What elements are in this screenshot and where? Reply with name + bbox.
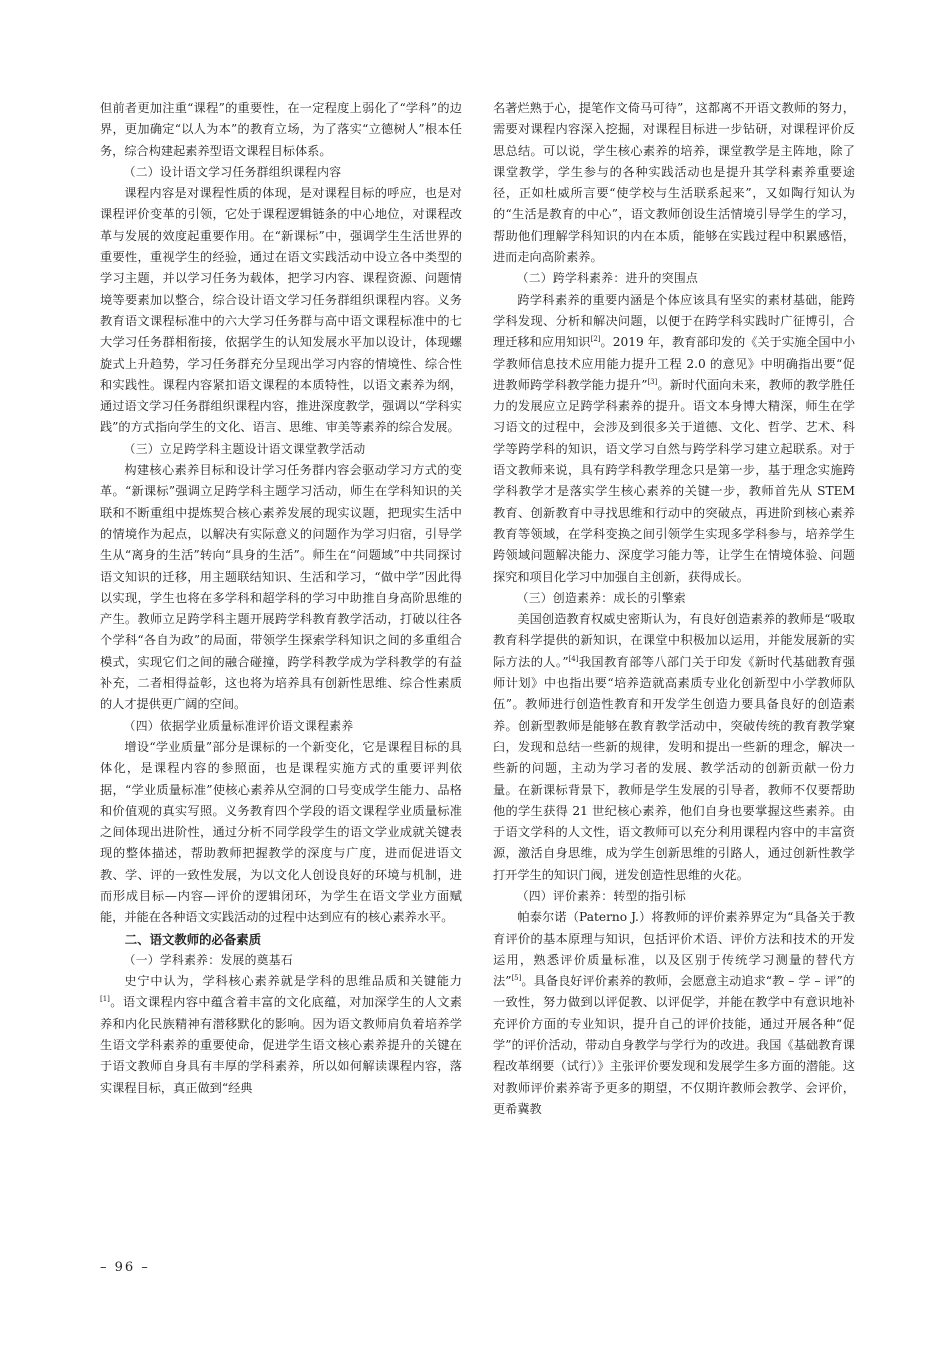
citation-ref: [2] — [590, 335, 601, 344]
paragraph: 构建核心素养目标和设计学习任务群内容会驱动学习方式的变革。“新课标”强调立足跨学科主题学习活动，师生在学科知识的关联和不断重组中提炼契合核心素养发展的现实议题，把现实生活中的情境作为起点，以解决有实际意义的问题作为学习归宿，引导学生从“离身的生活”转向“具身的生活”。师生在“问题域”中共同探讨语文知识的迁移，用主题联结知识、生活和学习，“做中学”因此得以实现，学生也将在多学科和超学科的学习中助推自身高阶思维的产生。教师立足跨学科主题开展跨学科教育教学活动，打破以往各个学科“各自为政”的局面，带领学生探索学科知识之间的多重组合模式，实现它们之间的融合碰撞，跨学科教学成为学科教学的有益补充，二者相得益彰，这也将为培养具有创新性思维、综合性素质的人才提供更广阔的空间。 — [100, 463, 462, 712]
subsection-heading: （二）跨学科素养：进升的突围点 — [516, 271, 699, 286]
paragraph: 名著烂熟于心，提笔作文倚马可待”，这都离不开语文教师的努力，需要对课程内容深入挖掘，对课程目标进一步钻研，对课程评价反思总结。可以说，学生核心素养的培养，课堂教学是主阵地，除了课堂教学，学生参与的各种实践活动也是提升其学科素养重要途径，正如杜威所言要“使学校与生活联系起来”，又如陶行知认为的“生活是教育的中心”，语文教师创设生活情境引导学生的学习，帮助他们理解学科知识的内在本质，能够在实践过程中积累感悟，进而走向高阶素养。 — [493, 101, 855, 265]
citation-ref: [3] — [647, 377, 658, 386]
text-run: 。语文课程内容中蕴含着丰富的文化底蕴，对加深学生的人文素养和内化民族精神有潜移默化的影响。因为语文教师肩负着培养学生语文学科素养的重要使命，促进学生语文核心素养提升的关键在于语文教师自身具有丰厚的学科素养，所以如何解读课程内容，落实课程目标，真正做到“经典 — [100, 995, 462, 1095]
text-run: 史宁中认为，学科核心素养就是学科的思维品质和关键能力 — [124, 974, 462, 989]
text-run: 跨学科素养的重要内涵是个体应该具有坚实的素材基础，能跨学科发现、分析和解决问题，以便于在跨学科实践时广征博引，合理迁移和应用知识 — [493, 292, 855, 350]
subsection-heading: （四）评价素养：转型的指引标 — [516, 888, 686, 903]
section-heading: 二、语文教师的必备素质 — [124, 931, 262, 947]
paragraph: 课程内容是对课程性质的体现，是对课程目标的呼应，也是对课程评价变革的引领，它处于课程逻辑链条的中心地位，对课程改革与发展的效度起重要作用。在“新课标”中，强调学生生活世界的重要性，重视学生的经验，通过在语文实践活动中设立各中类型的学习主题，并以学习任务为载体，把学习内容、课程资源、问题情境等要素加以整合，综合设计语文学习任务群组织课程内容。义务教育语文课程标准中的六大学习任务群与高中语文课程标准中的七大学习任务群相衔接，依据学生的认知发展水平加以设计，体现螺旋式上升趋势，学习任务群充分呈现出学习内容的情境性、综合性和实践性。课程内容紧扣语文课程的本质特性，以语文素养为纲，通过语文学习任务群组织课程内容，推进深度教学，强调以“学科实践”的方式指向学生的文化、语言、思维、审美等素养的综合发展。 — [100, 186, 462, 435]
left-column — [100, 98, 462, 1099]
paragraph — [493, 609, 855, 886]
citation-ref: [4] — [568, 654, 579, 663]
text-run: 我国教育部等八部门关于印发《新时代基础教育强师计划》中也指出要“培养造就高素质专业化创新型中小学教师队伍”。教师进行创造性教育和开发学生创造力要具备良好的创造素养。创新型教师是能够在教育教学活动中，突破传统的教育教学窠臼，发现和总结一些新的规律，发明和提出一些新的理念，解决一些新的问题，主动为学习者的发展、教学活动的创新贡献一份力量。在新课标背景下，教师是学生发展的引导者，教师不仅要帮助他的学生获得 21 世纪核心素养，他们自身也要掌握这些素养。由于语文学科的人文性，语文教师可以充分利用课程内容中的丰富资源，激活自身思维，成为学生创新思维的引路人，通过创新性教学打开学生的知识门阀，迸发创造性思维的火花。 — [493, 654, 855, 882]
text-run: 。2019 年，教育部印发的《关于实施全国中小学教师信息技术应用能力提升工程 2.0 的意见》中明确指出要“促进教师跨学科教学能力提升” — [493, 335, 856, 392]
paragraph: 但前者更加注重“课程”的重要性，在一定程度上弱化了“学科”的边界，更加确定“以人为本”的教育立场，为了落实“立德树人”根本任务，综合构建起素养型语文课程目标体系。 — [100, 101, 462, 158]
paragraph: 增设“学业质量”部分是课标的一个新变化，它是课程目标的具体化，是课程内容的参照面，也是课程实施方式的重要评判依据，“学业质量标准”使核心素养从空洞的口号变成学生能力、品格和价值观的真实写照。义务教育四个学段的语文课程学业质量标准之间体现出进阶性，通过分析不同学段学生的语文学业成就关键表现的整体描述，帮助教师把握教学的深度与广度，进而促进语文教、学、评的一致性发展，为以文化人创设良好的环境与机制，进而形成目标—内容—评价的逻辑闭环，为学生在语文学业方面赋能，并能在各种语文实践活动的过程中达到应有的核心素养水平。 — [100, 739, 462, 925]
subsection-heading: （四）依据学业质量标准评价语文课程素养 — [123, 718, 354, 733]
text-run: 美国创造教育权威史密斯认为，有良好创造素养的教师是“吸取教育科学提供的新知识，在课堂中积极加以运用，并能发展新的实际方法的人。” — [493, 612, 855, 669]
text-run: 。具备良好评价素养的教师，会愿意主动追求“教 – 学 – 评”的一致性，努力做到以评促教、以评促学，并能在教学中有意识地补充评价方面的专业知识，提升自己的评价技能，通过开展各种“促学”的评价活动，带动自身教学与学行为的改进。我国《基础教育课程改革纲要（试行）》主张评价要发现和发展学生多方面的潜能。这对教师评价素养寄予更多的期望，不仅期许教师会教学、会评价，更希冀教 — [493, 974, 855, 1116]
subsection-heading: （一）学科素养：发展的奠基石 — [123, 952, 293, 967]
citation-ref: [1] — [100, 995, 110, 1004]
citation-ref: [5] — [511, 974, 522, 983]
text-run: 帕泰尔诺（Paterno J.）将教师的评价素养界定为“具备关于教育评价的基本原理与知识，包括评价术语、评价方法和技术的开发运用，熟悉评价质量标准，以及区别于传统学习测量的替代方法” — [493, 910, 855, 989]
paragraph — [493, 290, 855, 588]
subsection-heading: （三）创造素养：成长的引擎索 — [516, 590, 686, 605]
right-column — [493, 98, 855, 1120]
subsection-heading: （三）立足跨学科主题设计语文课堂教学活动 — [123, 441, 366, 456]
paragraph — [493, 907, 855, 1120]
text-run: 。新时代面向未来，教师的教学胜任力的发展应立足跨学科素养的提升。语文本身博大精深，师生在学习语文的过程中，会涉及到很多关于道德、文化、哲学、艺术、科学等跨学科的知识，语文学习自然与跨学科学习建立起联系。对于语文教师来说，具有跨学科教学理念只是第一步，基于理念实施跨学科教学才是落实学生核心素养的关键一步，教师首先从 STEM 教育、创新教育中寻找思维和行动中的突破点，再进阶到核心素养教育等领域，在学科变换之间引领学生实现多学科参与，培养学生跨领域问题解决能力、深度学习能力等，让学生在情境体验、问题探究和项目化学习中加强自主创新，获得成长。 — [493, 377, 855, 584]
page-number: – 96 – — [100, 1260, 150, 1275]
subsection-heading: （二）设计语文学习任务群组织课程内容 — [123, 164, 342, 179]
paragraph — [100, 971, 462, 1099]
